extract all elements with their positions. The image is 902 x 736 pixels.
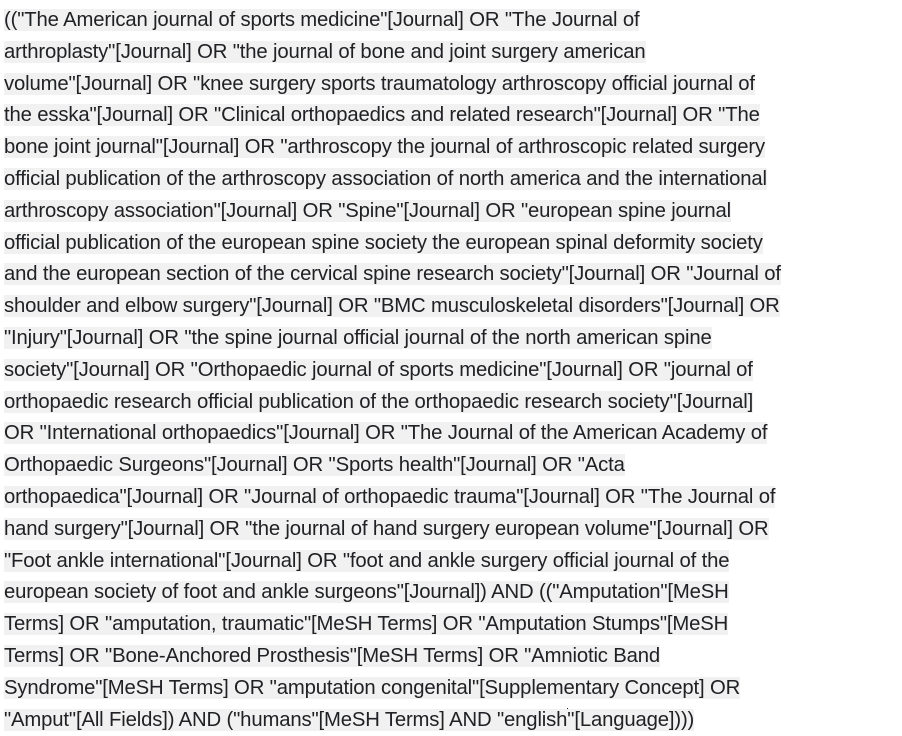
query-line: "Foot ankle international"[Journal] OR "foot and ankle surgery official journal of the [4,549,730,572]
query-line-last: "Amput"[All Fields]) AND ("humans"[MeSH Terms] AND "english"[Language]))) [4,708,695,731]
query-line: volume"[Journal] OR "knee surgery sports traumatology arthroscopy official journal of [4,72,755,95]
query-line: arthroplasty"[Journal] OR "the journal of bone and joint surgery american [4,40,646,63]
query-line: european society of foot and ankle surgeons"[Journal]) AND (("Amputation"[MeSH [4,581,729,604]
query-line: Orthopaedic Surgeons"[Journal] OR "Sports health"[Journal] OR "Acta [4,454,625,477]
query-line: Terms] OR "amputation, traumatic"[MeSH Terms] OR "Amputation Stumps"[MeSH [4,613,729,636]
query-text [4,5,902,736]
query-line: OR "International orthopaedics"[Journal] OR "The Journal of the American Academy of [4,422,768,445]
query-line: Syndrome"[MeSH Terms] OR "amputation congenital"[Supplementary Concept] OR [4,676,741,699]
query-line: shoulder and elbow surgery"[Journal] OR "BMC musculoskeletal disorders"[Journal] OR [4,295,780,318]
query-line: and the european section of the cervical spine research society"[Journal] OR "Journal of [4,263,781,286]
query-line: hand surgery"[Journal] OR "the journal of hand surgery european volume"[Journal] OR [4,517,769,540]
query-line: society"[Journal] OR "Orthopaedic journal of sports medicine"[Journal] OR "journal of [4,358,753,381]
query-line: official publication of the european spine society the european spinal deformity society [4,231,763,254]
query-line: official publication of the arthroscopy association of north america and the international [4,167,767,190]
query-line: "Injury"[Journal] OR "the spine journal official journal of the north american spine [4,326,712,349]
query-line: bone joint journal"[Journal] OR "arthroscopy the journal of arthroscopic related surgery [4,136,766,159]
query-line: Terms] OR "Bone-Anchored Prosthesis"[MeSH Terms] OR "Amniotic Band [4,644,661,667]
query-line: orthopaedica"[Journal] OR "Journal of orthopaedic trauma"[Journal] OR "The Journal of [4,485,776,508]
query-line: (("The American journal of sports medicine"[Journal] OR "The Journal of [4,9,640,31]
query-line: orthopaedic research official publication of the orthopaedic research society"[Journal] [4,390,754,413]
query-line: the esska"[Journal] OR "Clinical orthopaedics and related research"[Journal] OR "The [4,104,760,127]
query-line: arthroscopy association"[Journal] OR "Spine"[Journal] OR "european spine journal [4,199,732,222]
